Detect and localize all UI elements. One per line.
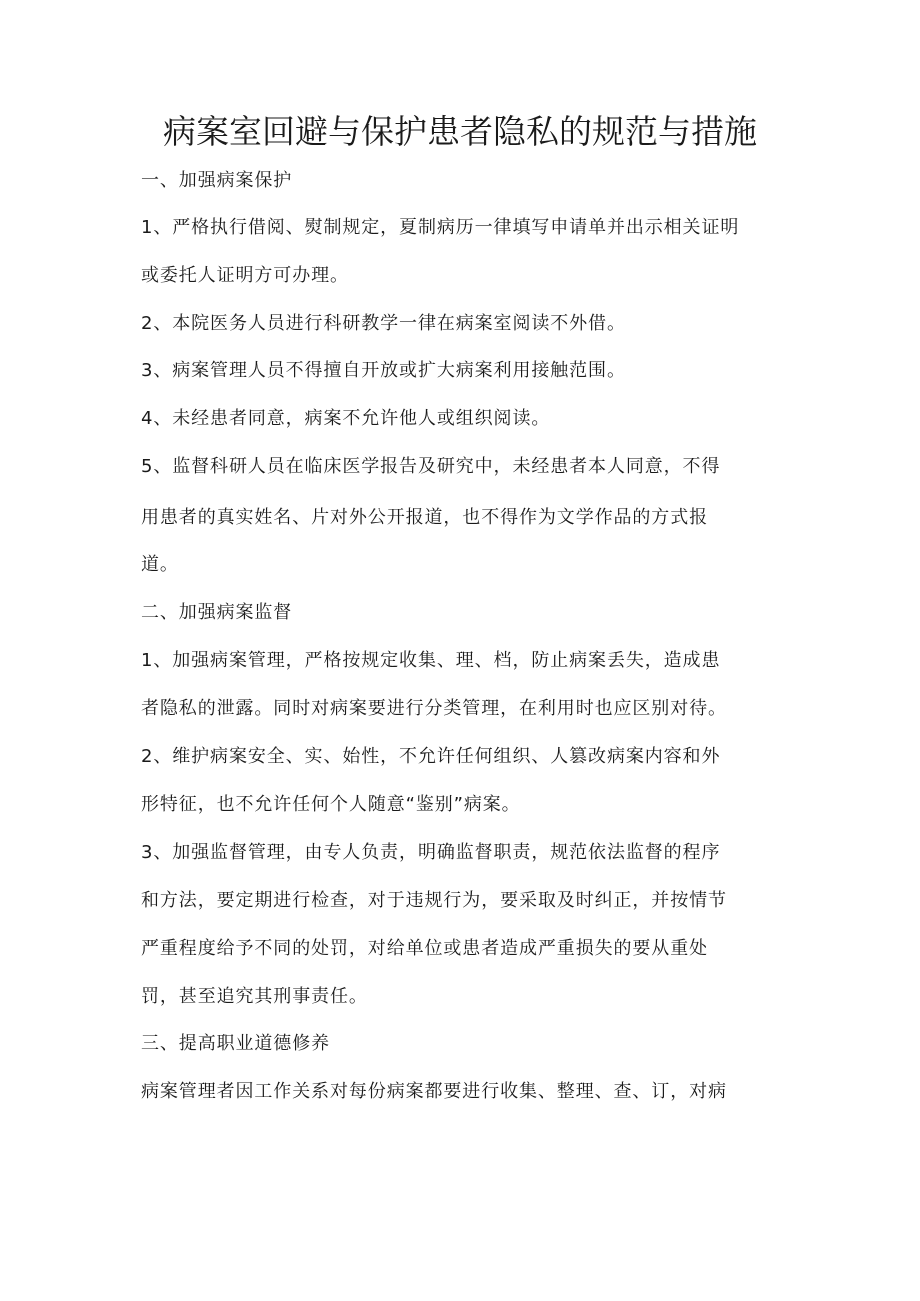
text-line: 者隐私的泄露。同时对病案要进行分类管理，在利用时也应区别对待。 [141, 698, 727, 719]
text-line: 3、病案管理人员不得擅自开放或扩大病案利用接触范围。 [141, 360, 626, 381]
text-line: 形特征，也不允许任何个人随意“鉴别”病案。 [141, 794, 521, 815]
text-line: 或委托人证明方可办理。 [141, 265, 349, 286]
text-line: 3、加强监督管理，由专人负责，明确监督职责，规范依法监督的程序 [141, 842, 721, 863]
text-line: 罚，甚至追究其刑事责任。 [141, 986, 368, 1007]
text-line: 2、本院医务人员进行科研教学一律在病案室阅读不外借。 [141, 313, 626, 334]
text-line: 用患者的真实姓名、片对外公开报道，也不得作为文学作品的方式报 [141, 507, 708, 528]
section-heading: 三、提高职业道德修养 [141, 1033, 330, 1054]
text-line: 道。 [141, 554, 179, 575]
text-line: 严重程度给予不同的处罚，对给单位或患者造成严重损失的要从重处 [141, 938, 708, 959]
section-heading: 二、加强病案监督 [141, 602, 293, 623]
text-line: 和方法，要定期进行检查，对于违规行为，要采取及时纠正，并按情节 [141, 890, 727, 911]
page-title: 病案室回避与保护患者隐私的规范与措施 [163, 112, 757, 151]
section-heading: 一、加强病案保护 [141, 170, 293, 191]
text-line: 2、维护病案安全、实、始性，不允许任何组织、人篡改病案内容和外 [141, 746, 721, 767]
text-line: 4、未经患者同意，病案不允许他人或组织阅读。 [141, 408, 551, 429]
text-line: 病案管理者因工作关系对每份病案都要进行收集、整理、查、订，对病 [141, 1081, 727, 1102]
text-line: 1、加强病案管理，严格按规定收集、理、档，防止病案丢失，造成患 [141, 650, 721, 671]
text-line: 5、监督科研人员在临床医学报告及研究中，未经患者本人同意，不得 [141, 456, 721, 477]
text-line: 1、严格执行借阅、熨制规定，夏制病历一律填写申请单并出示相关证明 [141, 217, 740, 238]
